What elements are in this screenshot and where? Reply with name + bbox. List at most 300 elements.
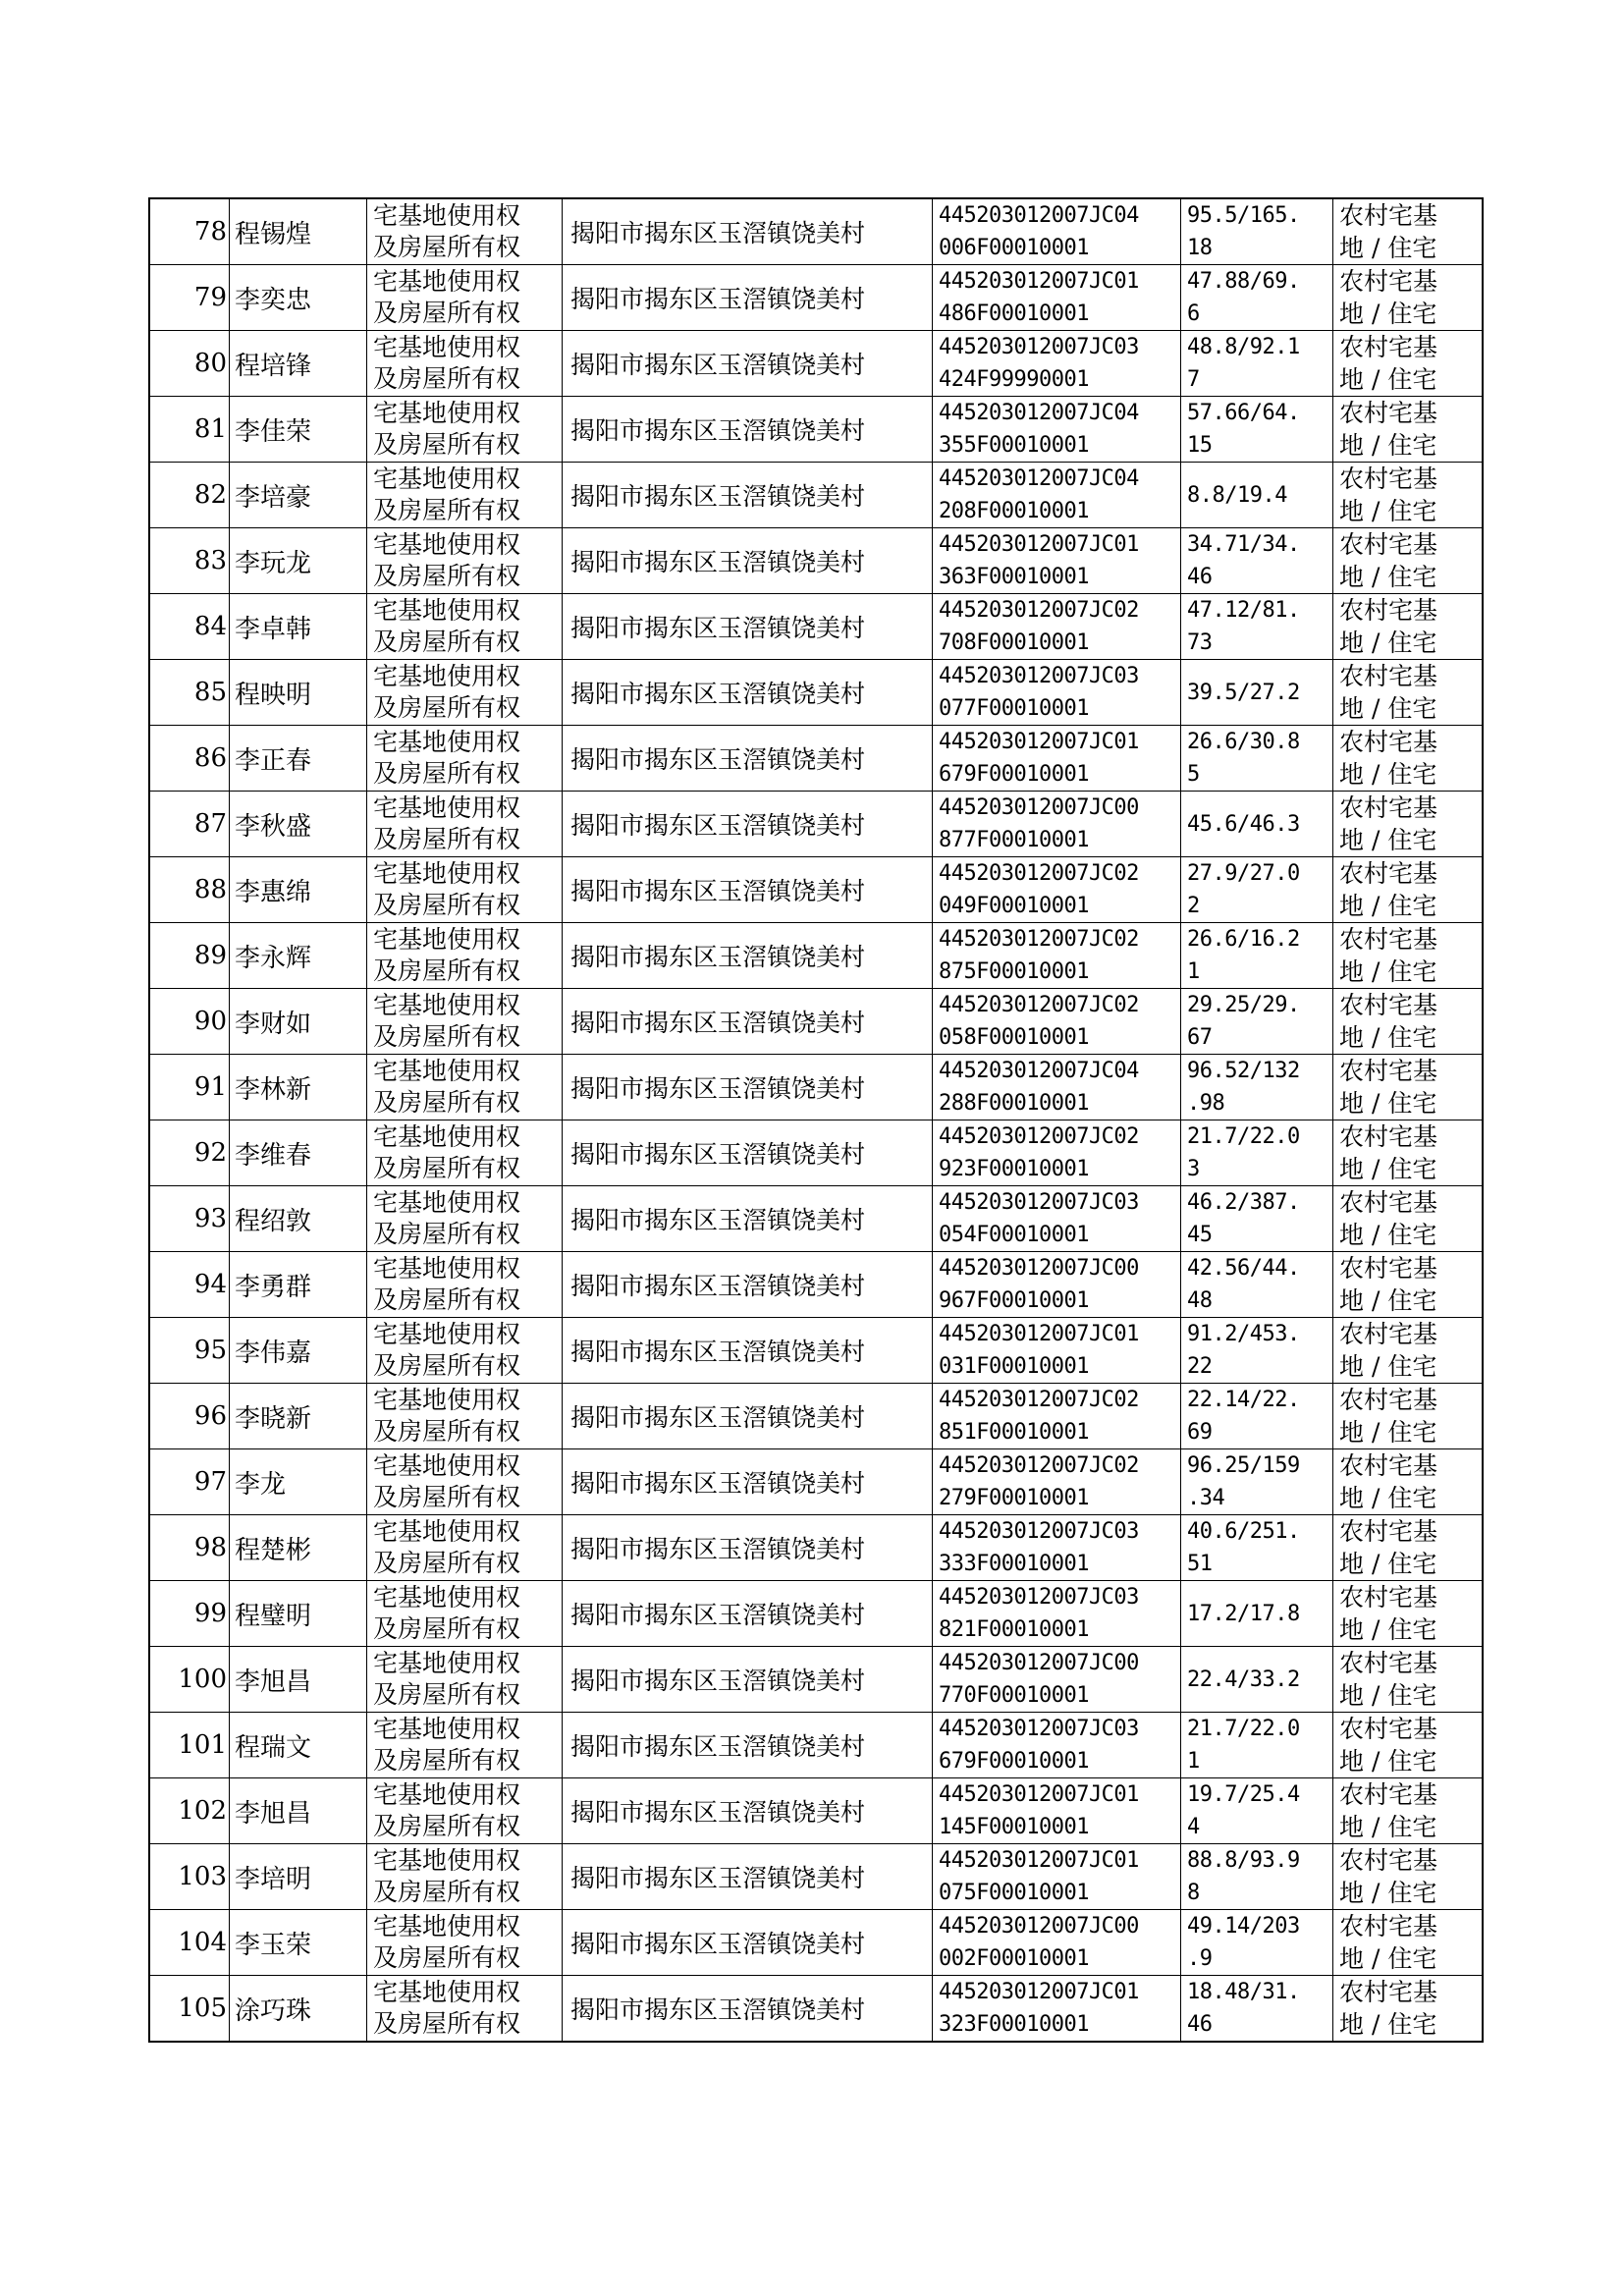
certificate-number-cell xyxy=(933,1713,1181,1778)
right-type-cell-line: 宅基地使用权 xyxy=(373,1188,521,1217)
land-use-cell-line: 农村宅基 xyxy=(1339,1517,1438,1546)
row-number-cell: 84 xyxy=(149,594,230,660)
land-use-cell xyxy=(1333,265,1484,331)
location-cell: 揭阳市揭东区玉滘镇饶美村 xyxy=(563,792,933,857)
area-cell-line: 96.25/159 xyxy=(1187,1453,1300,1478)
certificate-number-cell xyxy=(933,1581,1181,1647)
certificate-number-cell xyxy=(933,989,1181,1055)
table-row xyxy=(149,265,1483,331)
right-type-cell xyxy=(367,331,563,397)
land-use-cell xyxy=(1333,857,1484,923)
table-row xyxy=(149,1252,1483,1318)
land-use-cell xyxy=(1333,1186,1484,1252)
table-row xyxy=(149,463,1483,528)
location-cell: 揭阳市揭东区玉滘镇饶美村 xyxy=(563,198,933,265)
certificate-number-cell-line: 445203012007JC00 xyxy=(939,1256,1139,1281)
certificate-number-cell-line: 445203012007JC03 xyxy=(939,1190,1139,1215)
table-row xyxy=(149,1910,1483,1976)
area-cell-line: 8.8/19.4 xyxy=(1187,482,1287,508)
certificate-number-cell xyxy=(933,857,1181,923)
right-type-cell-line: 宅基地使用权 xyxy=(373,925,521,954)
area-cell-line: 17.2/17.8 xyxy=(1187,1601,1300,1626)
row-number-cell: 101 xyxy=(149,1713,230,1778)
land-use-cell-line: 农村宅基 xyxy=(1339,925,1438,954)
certificate-number-cell xyxy=(933,1120,1181,1186)
certificate-number-cell-line: 875F00010001 xyxy=(939,959,1089,984)
certificate-number-cell-line: 923F00010001 xyxy=(939,1157,1089,1181)
right-type-cell xyxy=(367,1910,563,1976)
right-type-cell-line: 及房屋所有权 xyxy=(373,1878,521,1906)
area-cell xyxy=(1181,857,1333,923)
table-row xyxy=(149,1581,1483,1647)
owner-name-cell: 程瑞文 xyxy=(230,1713,367,1778)
location-cell: 揭阳市揭东区玉滘镇饶美村 xyxy=(563,331,933,397)
right-type-cell-line: 宅基地使用权 xyxy=(373,728,521,756)
area-cell-line: 46.2/387. xyxy=(1187,1190,1300,1215)
table-row xyxy=(149,1186,1483,1252)
location-cell: 揭阳市揭东区玉滘镇饶美村 xyxy=(563,1384,933,1449)
right-type-cell xyxy=(367,198,563,265)
area-cell-line: 2 xyxy=(1187,894,1200,918)
owner-name-cell: 李伟嘉 xyxy=(230,1318,367,1384)
land-use-cell xyxy=(1333,1055,1484,1120)
right-type-cell-line: 宅基地使用权 xyxy=(373,333,521,361)
owner-name-cell: 李勇群 xyxy=(230,1252,367,1318)
land-use-cell-line: 农村宅基 xyxy=(1339,728,1438,756)
land-use-cell xyxy=(1333,726,1484,792)
owner-name-cell: 李奕忠 xyxy=(230,265,367,331)
right-type-cell-line: 及房屋所有权 xyxy=(373,1285,521,1314)
certificate-number-cell-line: 279F00010001 xyxy=(939,1486,1089,1510)
land-use-cell-line: 地 / 住宅 xyxy=(1339,234,1437,262)
certificate-number-cell-line: 031F00010001 xyxy=(939,1354,1089,1379)
owner-name-cell: 李秋盛 xyxy=(230,792,367,857)
right-type-cell-line: 及房屋所有权 xyxy=(373,430,521,459)
table-row xyxy=(149,1318,1483,1384)
right-type-cell xyxy=(367,397,563,463)
certificate-number-cell-line: 445203012007JC02 xyxy=(939,993,1139,1017)
owner-name-cell: 李培豪 xyxy=(230,463,367,528)
area-cell-line: 27.9/27.0 xyxy=(1187,861,1300,886)
land-use-cell-line: 地 / 住宅 xyxy=(1339,497,1437,525)
area-cell-line: 26.6/30.8 xyxy=(1187,730,1300,754)
area-cell xyxy=(1181,1844,1333,1910)
right-type-cell-line: 及房屋所有权 xyxy=(373,1812,521,1840)
owner-name-cell: 李旭昌 xyxy=(230,1778,367,1844)
certificate-number-cell-line: 049F00010001 xyxy=(939,894,1089,918)
land-use-cell xyxy=(1333,1252,1484,1318)
certificate-number-cell xyxy=(933,1515,1181,1581)
area-cell-line: 48.8/92.1 xyxy=(1187,335,1300,359)
owner-name-cell: 李晓新 xyxy=(230,1384,367,1449)
land-use-cell-line: 农村宅基 xyxy=(1339,1649,1438,1677)
right-type-cell-line: 及房屋所有权 xyxy=(373,956,521,985)
land-use-cell-line: 农村宅基 xyxy=(1339,201,1438,230)
area-cell xyxy=(1181,1318,1333,1384)
certificate-number-cell-line: 288F00010001 xyxy=(939,1091,1089,1116)
right-type-cell-line: 及房屋所有权 xyxy=(373,1154,521,1182)
right-type-cell-line: 及房屋所有权 xyxy=(373,693,521,722)
area-cell-line: 6 xyxy=(1187,301,1200,326)
certificate-number-cell xyxy=(933,198,1181,265)
owner-name-cell: 李永辉 xyxy=(230,923,367,989)
right-type-cell-line: 宅基地使用权 xyxy=(373,1912,521,1940)
row-number-cell: 79 xyxy=(149,265,230,331)
owner-name-cell: 程楚彬 xyxy=(230,1515,367,1581)
certificate-number-cell-line: 445203012007JC03 xyxy=(939,664,1139,688)
certificate-number-cell-line: 877F00010001 xyxy=(939,828,1089,852)
land-use-cell-line: 地 / 住宅 xyxy=(1339,1944,1437,1973)
right-type-cell-line: 宅基地使用权 xyxy=(373,1978,521,2006)
certificate-number-cell-line: 077F00010001 xyxy=(939,696,1089,721)
table-row xyxy=(149,198,1483,265)
certificate-number-cell xyxy=(933,1976,1181,2043)
land-use-cell-line: 农村宅基 xyxy=(1339,399,1438,427)
owner-name-cell: 李维春 xyxy=(230,1120,367,1186)
area-cell xyxy=(1181,1120,1333,1186)
location-cell: 揭阳市揭东区玉滘镇饶美村 xyxy=(563,1778,933,1844)
right-type-cell xyxy=(367,463,563,528)
area-cell xyxy=(1181,660,1333,726)
area-cell xyxy=(1181,726,1333,792)
right-type-cell xyxy=(367,989,563,1055)
area-cell-line: 21.7/22.0 xyxy=(1187,1717,1300,1741)
owner-name-cell: 程培锋 xyxy=(230,331,367,397)
right-type-cell-line: 及房屋所有权 xyxy=(373,825,521,853)
right-type-cell-line: 宅基地使用权 xyxy=(373,1122,521,1151)
area-cell-line: 42.56/44. xyxy=(1187,1256,1300,1281)
location-cell: 揭阳市揭东区玉滘镇饶美村 xyxy=(563,1515,933,1581)
area-cell-line: 4 xyxy=(1187,1815,1200,1839)
certificate-number-cell-line: 445203012007JC01 xyxy=(939,1782,1139,1807)
right-type-cell-line: 及房屋所有权 xyxy=(373,1351,521,1380)
property-registry-table xyxy=(148,197,1484,2043)
land-use-cell-line: 地 / 住宅 xyxy=(1339,2010,1437,2039)
land-use-cell-line: 农村宅基 xyxy=(1339,793,1438,822)
row-number-cell: 82 xyxy=(149,463,230,528)
land-use-cell-line: 地 / 住宅 xyxy=(1339,1550,1437,1578)
right-type-cell xyxy=(367,1778,563,1844)
certificate-number-cell xyxy=(933,265,1181,331)
land-use-cell xyxy=(1333,1844,1484,1910)
row-number-cell: 95 xyxy=(149,1318,230,1384)
right-type-cell-line: 宅基地使用权 xyxy=(373,662,521,690)
location-cell: 揭阳市揭东区玉滘镇饶美村 xyxy=(563,989,933,1055)
owner-name-cell: 程映明 xyxy=(230,660,367,726)
row-number-cell: 100 xyxy=(149,1647,230,1713)
certificate-number-cell-line: 445203012007JC01 xyxy=(939,730,1139,754)
certificate-number-cell xyxy=(933,1252,1181,1318)
land-use-cell-line: 地 / 住宅 xyxy=(1339,431,1437,460)
location-cell: 揭阳市揭东区玉滘镇饶美村 xyxy=(563,1120,933,1186)
area-cell-line: 48 xyxy=(1187,1288,1213,1313)
area-cell-line: 18 xyxy=(1187,236,1213,260)
land-use-cell xyxy=(1333,528,1484,594)
right-type-cell-line: 及房屋所有权 xyxy=(373,759,521,788)
owner-name-cell: 李玉荣 xyxy=(230,1910,367,1976)
area-cell-line: 67 xyxy=(1187,1025,1213,1050)
owner-name-cell: 李培明 xyxy=(230,1844,367,1910)
certificate-number-cell-line: 445203012007JC01 xyxy=(939,1322,1139,1346)
land-use-cell xyxy=(1333,1384,1484,1449)
land-use-cell xyxy=(1333,1318,1484,1384)
land-use-cell-line: 地 / 住宅 xyxy=(1339,1484,1437,1512)
area-cell xyxy=(1181,1976,1333,2043)
location-cell: 揭阳市揭东区玉滘镇饶美村 xyxy=(563,397,933,463)
table-row xyxy=(149,1384,1483,1449)
table-row xyxy=(149,1713,1483,1778)
table-row xyxy=(149,857,1483,923)
area-cell xyxy=(1181,1384,1333,1449)
right-type-cell-line: 宅基地使用权 xyxy=(373,1583,521,1612)
certificate-number-cell-line: 445203012007JC02 xyxy=(939,1124,1139,1149)
right-type-cell-line: 及房屋所有权 xyxy=(373,1614,521,1643)
area-cell-line: 22 xyxy=(1187,1354,1213,1379)
area-cell-line: 8 xyxy=(1187,1881,1200,1905)
area-cell-line: 3 xyxy=(1187,1157,1200,1181)
land-use-cell-line: 农村宅基 xyxy=(1339,464,1438,493)
area-cell-line: .34 xyxy=(1187,1486,1225,1510)
area-cell-line: 29.25/29. xyxy=(1187,993,1300,1017)
land-use-cell xyxy=(1333,1120,1484,1186)
area-cell xyxy=(1181,265,1333,331)
land-use-cell-line: 地 / 住宅 xyxy=(1339,1813,1437,1841)
row-number-cell: 83 xyxy=(149,528,230,594)
right-type-cell-line: 及房屋所有权 xyxy=(373,891,521,919)
right-type-cell-line: 宅基地使用权 xyxy=(373,1715,521,1743)
land-use-cell-line: 农村宅基 xyxy=(1339,991,1438,1019)
land-use-cell-line: 农村宅基 xyxy=(1339,1715,1438,1743)
area-cell-line: 5 xyxy=(1187,762,1200,787)
location-cell: 揭阳市揭东区玉滘镇饶美村 xyxy=(563,1844,933,1910)
right-type-cell-line: 及房屋所有权 xyxy=(373,1680,521,1709)
area-cell-line: 88.8/93.9 xyxy=(1187,1848,1300,1873)
area-cell-line: 40.6/251. xyxy=(1187,1519,1300,1544)
owner-name-cell: 李财如 xyxy=(230,989,367,1055)
certificate-number-cell-line: 145F00010001 xyxy=(939,1815,1089,1839)
certificate-number-cell-line: 445203012007JC02 xyxy=(939,598,1139,623)
row-number-cell: 104 xyxy=(149,1910,230,1976)
table-row xyxy=(149,792,1483,857)
table-row xyxy=(149,923,1483,989)
land-use-cell xyxy=(1333,660,1484,726)
location-cell: 揭阳市揭东区玉滘镇饶美村 xyxy=(563,1647,933,1713)
land-use-cell-line: 农村宅基 xyxy=(1339,333,1438,361)
land-use-cell-line: 地 / 住宅 xyxy=(1339,760,1437,789)
area-cell-line: 22.14/22. xyxy=(1187,1388,1300,1412)
area-cell-line: 47.12/81. xyxy=(1187,598,1300,623)
table-row xyxy=(149,1976,1483,2043)
certificate-number-cell xyxy=(933,1186,1181,1252)
owner-name-cell: 程璧明 xyxy=(230,1581,367,1647)
certificate-number-cell-line: 355F00010001 xyxy=(939,433,1089,458)
right-type-cell xyxy=(367,1055,563,1120)
certificate-number-cell xyxy=(933,923,1181,989)
location-cell: 揭阳市揭东区玉滘镇饶美村 xyxy=(563,1581,933,1647)
land-use-cell-line: 地 / 住宅 xyxy=(1339,628,1437,657)
owner-name-cell: 李龙 xyxy=(230,1449,367,1515)
certificate-number-cell-line: 058F00010001 xyxy=(939,1025,1089,1050)
certificate-number-cell xyxy=(933,1778,1181,1844)
land-use-cell-line: 地 / 住宅 xyxy=(1339,1681,1437,1710)
land-use-cell-line: 农村宅基 xyxy=(1339,1057,1438,1085)
row-number-cell: 103 xyxy=(149,1844,230,1910)
row-number-cell: 85 xyxy=(149,660,230,726)
certificate-number-cell-line: 445203012007JC04 xyxy=(939,466,1139,491)
area-cell xyxy=(1181,528,1333,594)
table-body xyxy=(149,198,1483,2042)
row-number-cell: 88 xyxy=(149,857,230,923)
right-type-cell-line: 宅基地使用权 xyxy=(373,1451,521,1480)
area-cell-line: 45.6/46.3 xyxy=(1187,811,1300,837)
right-type-cell-line: 宅基地使用权 xyxy=(373,991,521,1019)
row-number-cell: 78 xyxy=(149,198,230,265)
location-cell: 揭阳市揭东区玉滘镇饶美村 xyxy=(563,1910,933,1976)
owner-name-cell: 程锡煌 xyxy=(230,198,367,265)
area-cell xyxy=(1181,198,1333,265)
land-use-cell-line: 地 / 住宅 xyxy=(1339,694,1437,723)
certificate-number-cell xyxy=(933,1318,1181,1384)
certificate-number-cell xyxy=(933,528,1181,594)
certificate-number-cell-line: 445203012007JC02 xyxy=(939,1388,1139,1412)
land-use-cell-line: 地 / 住宅 xyxy=(1339,1023,1437,1052)
area-cell-line: 1 xyxy=(1187,1749,1200,1774)
location-cell: 揭阳市揭东区玉滘镇饶美村 xyxy=(563,528,933,594)
right-type-cell-line: 及房屋所有权 xyxy=(373,1943,521,1972)
row-number-cell: 92 xyxy=(149,1120,230,1186)
area-cell-line: 69 xyxy=(1187,1420,1213,1445)
right-type-cell xyxy=(367,857,563,923)
area-cell xyxy=(1181,1449,1333,1515)
area-cell xyxy=(1181,1252,1333,1318)
right-type-cell-line: 宅基地使用权 xyxy=(373,267,521,296)
table-row xyxy=(149,1844,1483,1910)
area-cell-line: 49.14/203 xyxy=(1187,1914,1300,1939)
area-cell-line: 22.4/33.2 xyxy=(1187,1667,1300,1692)
certificate-number-cell-line: 445203012007JC01 xyxy=(939,269,1139,294)
row-number-cell: 97 xyxy=(149,1449,230,1515)
area-cell xyxy=(1181,594,1333,660)
row-number-cell: 87 xyxy=(149,792,230,857)
right-type-cell xyxy=(367,1186,563,1252)
land-use-cell-line: 地 / 住宅 xyxy=(1339,1286,1437,1315)
land-use-cell-line: 农村宅基 xyxy=(1339,1978,1438,2006)
certificate-number-cell-line: 445203012007JC04 xyxy=(939,203,1139,228)
right-type-cell-line: 宅基地使用权 xyxy=(373,1649,521,1677)
area-cell-line: 47.88/69. xyxy=(1187,269,1300,294)
owner-name-cell: 李卓韩 xyxy=(230,594,367,660)
row-number-cell: 102 xyxy=(149,1778,230,1844)
right-type-cell-line: 宅基地使用权 xyxy=(373,399,521,427)
area-cell-line: 57.66/64. xyxy=(1187,401,1300,425)
land-use-cell-line: 地 / 住宅 xyxy=(1339,892,1437,920)
land-use-cell-line: 地 / 住宅 xyxy=(1339,1418,1437,1447)
right-type-cell-line: 宅基地使用权 xyxy=(373,1057,521,1085)
certificate-number-cell-line: 445203012007JC03 xyxy=(939,1519,1139,1544)
area-cell xyxy=(1181,1515,1333,1581)
land-use-cell xyxy=(1333,1910,1484,1976)
row-number-cell: 105 xyxy=(149,1976,230,2043)
land-use-cell-line: 地 / 住宅 xyxy=(1339,1089,1437,1118)
certificate-number-cell-line: 445203012007JC01 xyxy=(939,1980,1139,2004)
certificate-number-cell-line: 445203012007JC00 xyxy=(939,1914,1139,1939)
area-cell xyxy=(1181,331,1333,397)
certificate-number-cell xyxy=(933,463,1181,528)
land-use-cell xyxy=(1333,1515,1484,1581)
land-use-cell xyxy=(1333,198,1484,265)
certificate-number-cell xyxy=(933,1449,1181,1515)
certificate-number-cell xyxy=(933,331,1181,397)
row-number-cell: 98 xyxy=(149,1515,230,1581)
certificate-number-cell-line: 445203012007JC02 xyxy=(939,861,1139,886)
owner-name-cell: 李林新 xyxy=(230,1055,367,1120)
table-row xyxy=(149,1120,1483,1186)
area-cell-line: 18.48/31. xyxy=(1187,1980,1300,2004)
certificate-number-cell-line: 445203012007JC01 xyxy=(939,532,1139,557)
right-type-cell xyxy=(367,1384,563,1449)
certificate-number-cell-line: 851F00010001 xyxy=(939,1420,1089,1445)
land-use-cell-line: 农村宅基 xyxy=(1339,1386,1438,1414)
table-row xyxy=(149,1647,1483,1713)
land-use-cell-line: 农村宅基 xyxy=(1339,1583,1438,1612)
land-use-cell-line: 农村宅基 xyxy=(1339,662,1438,690)
row-number-cell: 90 xyxy=(149,989,230,1055)
location-cell: 揭阳市揭东区玉滘镇饶美村 xyxy=(563,1713,933,1778)
right-type-cell xyxy=(367,528,563,594)
area-cell xyxy=(1181,1713,1333,1778)
land-use-cell-line: 地 / 住宅 xyxy=(1339,826,1437,854)
certificate-number-cell-line: 075F00010001 xyxy=(939,1881,1089,1905)
certificate-number-cell xyxy=(933,594,1181,660)
certificate-number-cell-line: 054F00010001 xyxy=(939,1223,1089,1247)
certificate-number-cell-line: 445203012007JC03 xyxy=(939,1717,1139,1741)
table-row xyxy=(149,1055,1483,1120)
right-type-cell xyxy=(367,1515,563,1581)
land-use-cell xyxy=(1333,1581,1484,1647)
area-cell-line: 51 xyxy=(1187,1552,1213,1576)
area-cell-line: 15 xyxy=(1187,433,1213,458)
right-type-cell-line: 宅基地使用权 xyxy=(373,1846,521,1875)
location-cell: 揭阳市揭东区玉滘镇饶美村 xyxy=(563,463,933,528)
owner-name-cell: 李惠绵 xyxy=(230,857,367,923)
certificate-number-cell xyxy=(933,1055,1181,1120)
table-row xyxy=(149,1515,1483,1581)
certificate-number-cell-line: 445203012007JC00 xyxy=(939,795,1139,820)
land-use-cell-line: 农村宅基 xyxy=(1339,1122,1438,1151)
right-type-cell-line: 及房屋所有权 xyxy=(373,233,521,261)
right-type-cell xyxy=(367,660,563,726)
right-type-cell xyxy=(367,726,563,792)
right-type-cell-line: 及房屋所有权 xyxy=(373,1483,521,1511)
land-use-cell-line: 地 / 住宅 xyxy=(1339,1155,1437,1183)
table-row xyxy=(149,726,1483,792)
right-type-cell-line: 及房屋所有权 xyxy=(373,496,521,524)
area-cell-line: .98 xyxy=(1187,1091,1225,1116)
certificate-number-cell-line: 445203012007JC01 xyxy=(939,1848,1139,1873)
certificate-number-cell-line: 363F00010001 xyxy=(939,565,1089,589)
area-cell xyxy=(1181,1778,1333,1844)
area-cell xyxy=(1181,1647,1333,1713)
area-cell-line: 39.5/27.2 xyxy=(1187,680,1300,705)
right-type-cell-line: 宅基地使用权 xyxy=(373,596,521,625)
certificate-number-cell xyxy=(933,660,1181,726)
row-number-cell: 81 xyxy=(149,397,230,463)
area-cell-line: 34.71/34. xyxy=(1187,532,1300,557)
right-type-cell xyxy=(367,265,563,331)
certificate-number-cell xyxy=(933,1910,1181,1976)
right-type-cell xyxy=(367,1318,563,1384)
area-cell xyxy=(1181,1910,1333,1976)
